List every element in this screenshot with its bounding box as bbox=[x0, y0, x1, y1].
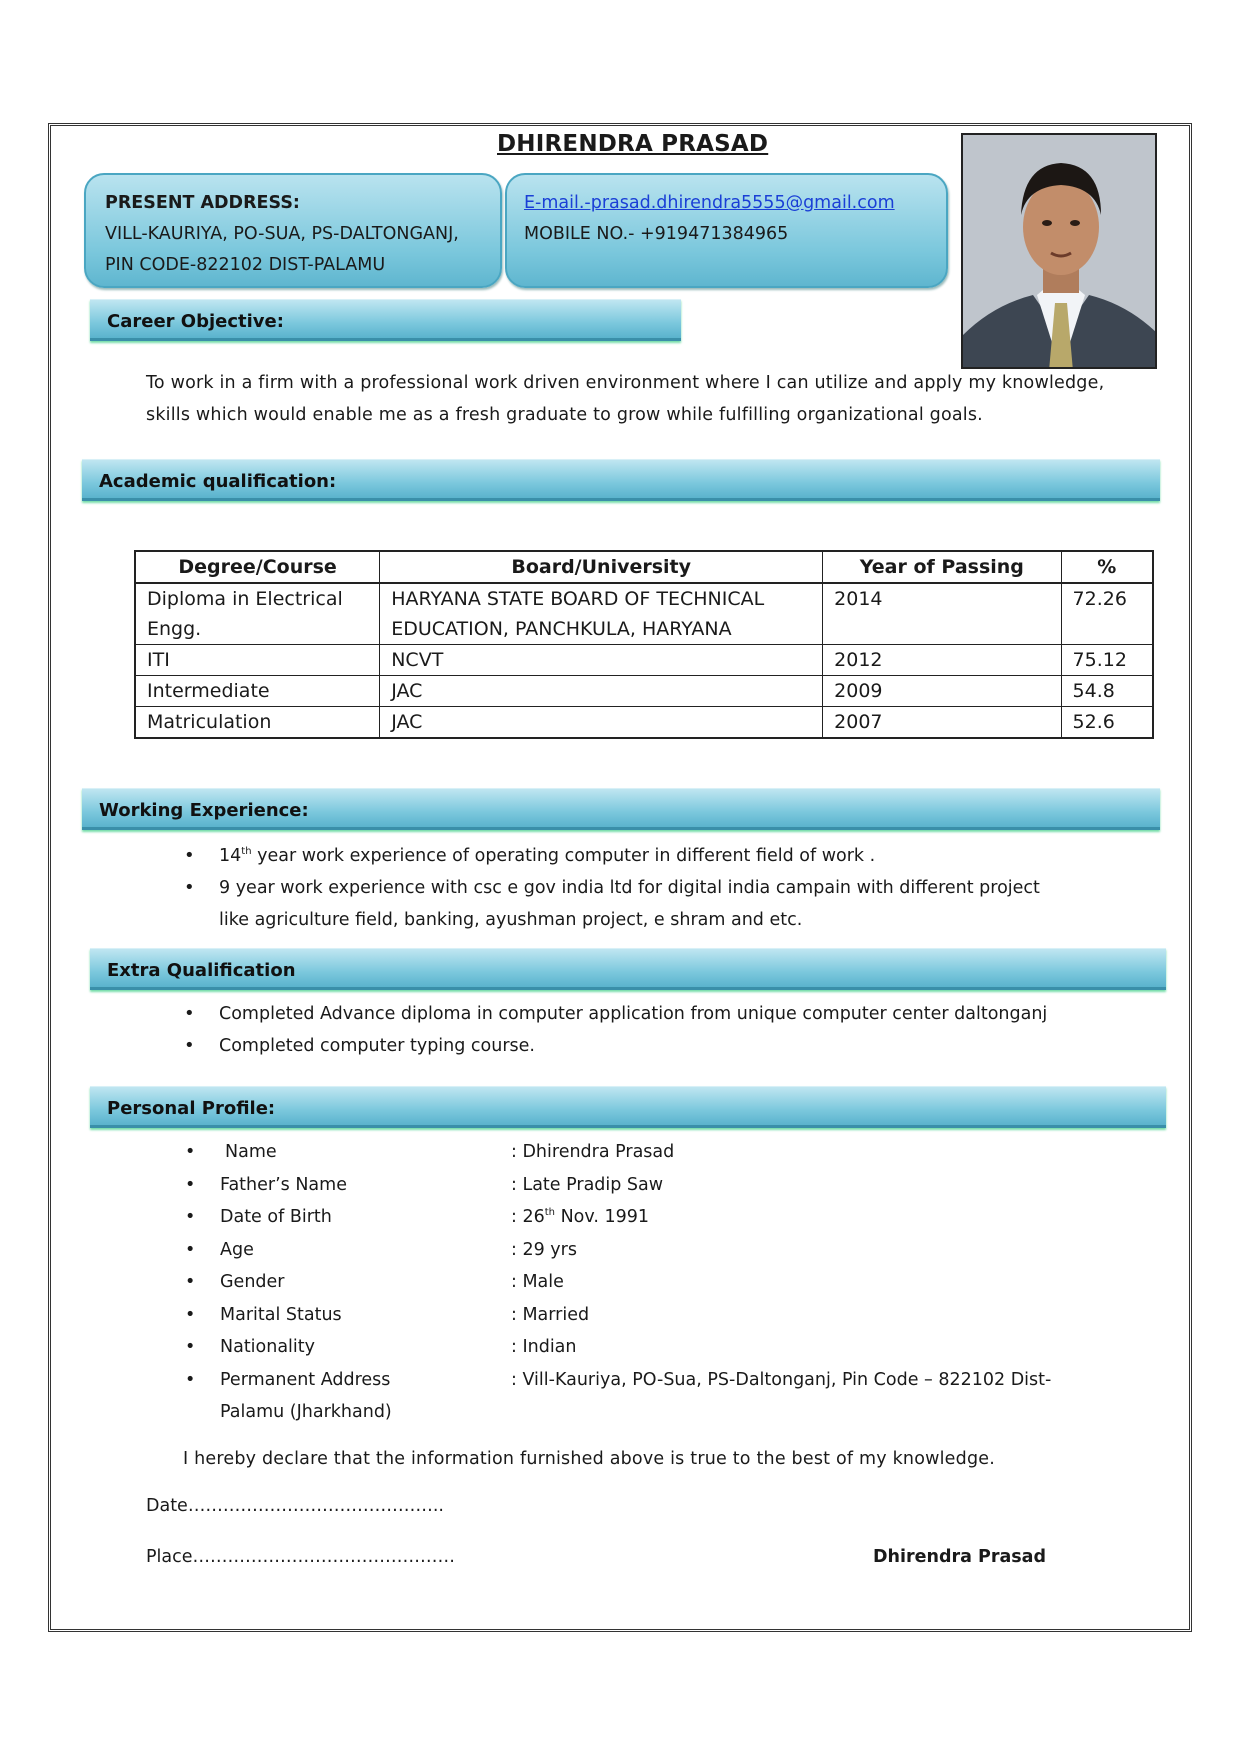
list-item-continuation: like agriculture field, banking, ayushman project, e shram and etc. bbox=[219, 910, 803, 930]
table-cell: ITI bbox=[135, 645, 380, 676]
contact-box bbox=[505, 173, 948, 288]
ordinal-suffix: th bbox=[241, 846, 252, 858]
profile-row-permanent-address bbox=[185, 1364, 1052, 1396]
address-line-1: VILL-KAURIYA, PO-SUA, PS-DALTONGANJ, bbox=[105, 224, 459, 244]
table-cell: 52.6 bbox=[1061, 707, 1153, 739]
profile-label: Date of Birth bbox=[220, 1207, 332, 1227]
dob-month-year: Nov. 1991 bbox=[555, 1207, 650, 1227]
experience-years: 14 bbox=[219, 846, 242, 866]
experience-text: year work experience of operating computer in different field of work . bbox=[251, 846, 876, 866]
profile-row-father bbox=[185, 1169, 664, 1201]
bullet: • bbox=[185, 1305, 196, 1325]
profile-row-gender bbox=[185, 1266, 564, 1298]
profile-row-marital bbox=[185, 1299, 590, 1331]
experience-text: 9 year work experience with csc e gov india ltd for digital india campain with different project bbox=[219, 878, 1040, 898]
profile-row-age bbox=[185, 1234, 577, 1266]
experience-list bbox=[184, 840, 1040, 936]
table-cell: 54.8 bbox=[1061, 676, 1153, 707]
table-cell bbox=[135, 583, 380, 645]
table-header-row bbox=[135, 551, 1153, 583]
qualification-text: Completed computer typing course. bbox=[219, 1036, 535, 1056]
bullet: • bbox=[185, 1175, 196, 1195]
bullet: • bbox=[185, 1337, 196, 1357]
place-line: Place……………………………………… bbox=[146, 1547, 456, 1567]
bullet: • bbox=[185, 1142, 196, 1162]
profile-photo bbox=[961, 133, 1157, 369]
table-cell: JAC bbox=[380, 676, 823, 707]
column-header: % bbox=[1061, 551, 1153, 583]
column-header: Year of Passing bbox=[823, 551, 1061, 583]
table-cell: JAC bbox=[380, 707, 823, 739]
table-row bbox=[135, 645, 1153, 676]
mobile-number: MOBILE NO.- +919471384965 bbox=[524, 224, 789, 244]
bullet: • bbox=[185, 1207, 196, 1227]
list-item bbox=[184, 872, 1040, 904]
list-item bbox=[184, 840, 1040, 872]
table-cell: 2009 bbox=[823, 676, 1061, 707]
profile-row-nationality bbox=[185, 1331, 577, 1363]
bullet: • bbox=[185, 1240, 196, 1260]
profile-value: : Vill-Kauriya, PO-Sua, PS-Daltonganj, Pin Code – 822102 Dist- bbox=[511, 1370, 1052, 1390]
profile-label: Name bbox=[225, 1142, 277, 1162]
profile-label: Permanent Address bbox=[220, 1370, 391, 1390]
bullet: • bbox=[185, 1272, 196, 1292]
profile-value: : Dhirendra Prasad bbox=[511, 1142, 675, 1162]
profile-label: Father’s Name bbox=[220, 1175, 347, 1195]
column-header: Board/University bbox=[380, 551, 823, 583]
permanent-address-continuation: Palamu (Jharkhand) bbox=[220, 1402, 392, 1422]
career-objective-line-1: To work in a firm with a professional work driven environment where I can utilize and apply my knowledge, bbox=[146, 373, 1105, 393]
list-item bbox=[184, 1030, 1047, 1062]
profile-value: : Male bbox=[511, 1272, 564, 1292]
list-item bbox=[184, 998, 1048, 1030]
address-heading: PRESENT ADDRESS: bbox=[105, 193, 300, 213]
profile-value: : Married bbox=[511, 1305, 590, 1325]
extra-qualification-heading: Extra Qualification bbox=[90, 948, 1166, 990]
profile-label: Gender bbox=[220, 1272, 285, 1292]
address-box bbox=[84, 173, 502, 288]
table-cell: 2014 bbox=[823, 583, 1061, 645]
qualification-text: Completed Advance diploma in computer application from unique computer center daltonganj bbox=[219, 1004, 1048, 1024]
cell-text: Diploma in Electrical bbox=[147, 588, 343, 610]
bullet: • bbox=[184, 1003, 195, 1024]
profile-row-dob bbox=[185, 1201, 650, 1233]
table-cell: 72.26 bbox=[1061, 583, 1153, 645]
profile-value: : 29 yrs bbox=[511, 1240, 577, 1260]
table-row bbox=[135, 583, 1153, 645]
candidate-name: DHIRENDRA PRASAD bbox=[497, 131, 769, 157]
profile-label: Nationality bbox=[220, 1337, 316, 1357]
bullet: • bbox=[184, 877, 195, 898]
column-header: Degree/Course bbox=[135, 551, 380, 583]
dob-day: : 26 bbox=[511, 1207, 545, 1227]
academic-qualification-heading: Academic qualification: bbox=[82, 459, 1160, 501]
table-cell: Matriculation bbox=[135, 707, 380, 739]
address-line-2: PIN CODE-822102 DIST-PALAMU bbox=[105, 255, 386, 275]
table-row bbox=[135, 676, 1153, 707]
profile-label: Marital Status bbox=[220, 1305, 342, 1325]
academic-table bbox=[134, 550, 1154, 739]
cell-text: HARYANA STATE BOARD OF TECHNICAL bbox=[391, 588, 765, 610]
profile-value: : Indian bbox=[511, 1337, 577, 1357]
email-link[interactable]: E-mail.-prasad.dhirendra5555@gmail.com bbox=[524, 193, 895, 213]
table-cell: 2007 bbox=[823, 707, 1061, 739]
table-row bbox=[135, 707, 1153, 739]
extra-qualification-list bbox=[184, 998, 1048, 1062]
table-cell: NCVT bbox=[380, 645, 823, 676]
profile-row-name bbox=[185, 1136, 675, 1168]
career-objective-heading: Career Objective: bbox=[90, 299, 681, 341]
personal-profile-heading: Personal Profile: bbox=[90, 1086, 1166, 1128]
bullet: • bbox=[184, 845, 195, 866]
profile-label: Age bbox=[220, 1240, 254, 1260]
table-cell: 2012 bbox=[823, 645, 1061, 676]
date-line: Date…………………………………….. bbox=[146, 1496, 444, 1516]
profile-value: : Late Pradip Saw bbox=[511, 1175, 664, 1195]
working-experience-heading: Working Experience: bbox=[82, 788, 1160, 830]
bullet: • bbox=[185, 1370, 196, 1390]
table-cell: Intermediate bbox=[135, 676, 380, 707]
bullet: • bbox=[184, 1035, 195, 1056]
career-objective-line-2: skills which would enable me as a fresh graduate to grow while fulfilling organizational goals. bbox=[146, 405, 983, 425]
cell-text: EDUCATION, PANCHKULA, HARYANA bbox=[391, 618, 732, 640]
signature-name: Dhirendra Prasad bbox=[873, 1547, 1047, 1567]
ordinal-suffix: th bbox=[544, 1207, 555, 1219]
declaration-text: I hereby declare that the information furnished above is true to the best of my knowledge. bbox=[183, 1449, 995, 1469]
cell-text: Engg. bbox=[147, 618, 202, 640]
table-cell bbox=[380, 583, 823, 645]
table-cell: 75.12 bbox=[1061, 645, 1153, 676]
profile-value bbox=[511, 1201, 649, 1233]
